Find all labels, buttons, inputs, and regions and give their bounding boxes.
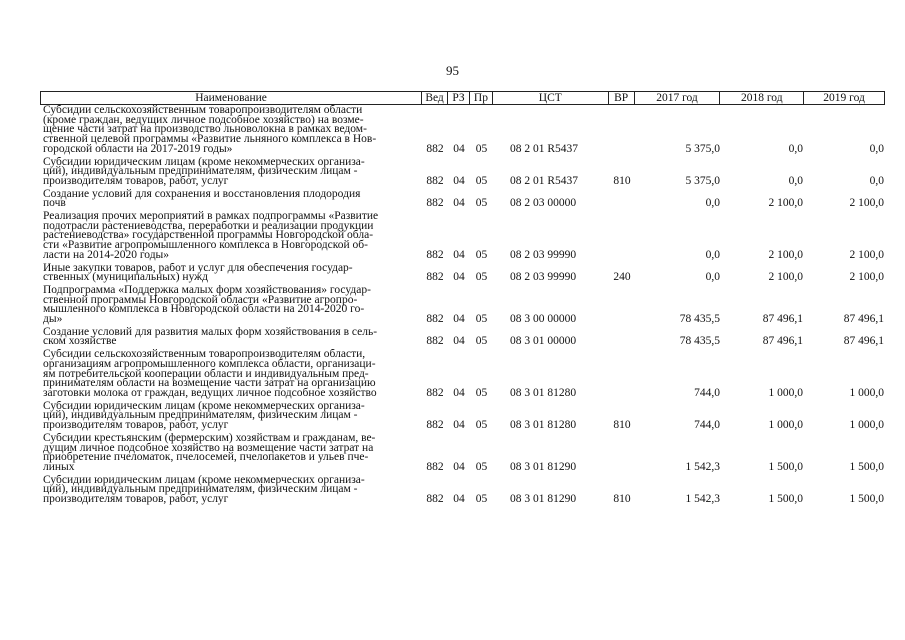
row-2019: 87 496,1 xyxy=(843,313,884,326)
row-ved: 882 xyxy=(426,335,444,348)
row-rz: 04 xyxy=(453,335,465,348)
row-2017: 744,0 xyxy=(694,419,720,432)
row-2019: 1 500,0 xyxy=(849,460,884,473)
row-2018: 1 000,0 xyxy=(768,419,803,432)
row-pr: 05 xyxy=(475,313,488,326)
row-2017: 0,0 xyxy=(705,248,720,261)
row-ved: 882 xyxy=(426,248,444,261)
row-ved: 882 xyxy=(426,174,444,187)
row-cst: 08 3 00 00000 xyxy=(510,313,577,326)
table-row xyxy=(40,327,885,347)
row-name: Реализация прочих мероприятий в рамках подпрограммы «Развитие подотрасли растениеводства, переработки и реализации продукции растениеводства» государственной программы Новгородской обла- сти «Развитие агропромышленного комплекса в Новгородской об- ласти на 2014-2020 годы» xyxy=(43,211,379,261)
header-name: Наименование xyxy=(41,92,422,104)
table-row xyxy=(40,349,885,399)
row-name: Субсидии юридическим лицам (кроме некоммерческих организа- ций), индивидуальным предпринимателям, физическим лицам - производителям товаров, работ, услуг xyxy=(43,474,365,505)
row-cst: 08 2 03 99990 xyxy=(510,271,577,284)
row-cst: 08 2 03 99990 xyxy=(510,248,577,261)
header-pr: Пр xyxy=(470,92,493,104)
row-cst: 08 3 01 00000 xyxy=(510,335,577,348)
row-pr: 05 xyxy=(475,419,488,432)
table-row xyxy=(40,475,885,505)
row-name: Субсидии юридическим лицам (кроме некоммерческих организа- ций), индивидуальным предпринимателям, физическим лицам - производителям товаров, работ, услуг xyxy=(43,400,365,431)
row-pr: 05 xyxy=(475,142,488,155)
row-2019: 87 496,1 xyxy=(843,335,884,348)
table-row xyxy=(40,211,885,261)
row-vr: 240 xyxy=(613,271,631,284)
row-rz: 04 xyxy=(453,248,465,261)
header-rz: РЗ xyxy=(448,92,470,104)
row-ved: 882 xyxy=(426,419,444,432)
row-rz: 04 xyxy=(453,313,465,326)
row-2017: 5 375,0 xyxy=(685,142,720,155)
row-cst: 08 3 01 81280 xyxy=(510,386,577,399)
row-name: Создание условий для развития малых форм хозяйствования в сель- ском хозяйстве xyxy=(43,326,378,348)
table-row xyxy=(40,263,885,283)
row-name: Создание условий для сохранения и восстановления плодородия почв xyxy=(43,188,361,210)
row-cst: 08 3 01 81280 xyxy=(510,419,577,432)
row-2018: 87 496,1 xyxy=(762,335,803,348)
row-rz: 04 xyxy=(453,460,465,473)
row-2018: 2 100,0 xyxy=(768,248,803,261)
row-2017: 78 435,5 xyxy=(679,335,720,348)
row-pr: 05 xyxy=(475,460,488,473)
row-2017: 0,0 xyxy=(705,197,720,210)
row-2018: 2 100,0 xyxy=(768,271,803,284)
row-2019: 1 000,0 xyxy=(849,386,884,399)
row-pr: 05 xyxy=(475,386,488,399)
table-row xyxy=(40,285,885,325)
row-rz: 04 xyxy=(453,419,465,432)
table-body xyxy=(40,105,885,505)
row-2019: 1 000,0 xyxy=(849,419,884,432)
row-2017: 1 542,3 xyxy=(685,493,720,506)
row-2018: 0,0 xyxy=(788,174,803,187)
row-name: Субсидии крестьянским (фермерским) хозяйствам и гражданам, ве- дущим личное подсобное хозяйство на возмещение части затрат на приобретение пчеломаток, пчелосемей, пчелопакетов и ульев пче- линых xyxy=(43,432,376,473)
header-vr: ВР xyxy=(609,92,635,104)
header-2017: 2017 год xyxy=(635,92,721,104)
row-ved: 882 xyxy=(426,313,444,326)
row-2018: 1 500,0 xyxy=(768,460,803,473)
row-2018: 0,0 xyxy=(788,142,803,155)
row-vr: 810 xyxy=(613,419,631,432)
row-ved: 882 xyxy=(426,142,444,155)
row-rz: 04 xyxy=(453,174,465,187)
row-2017: 0,0 xyxy=(705,271,720,284)
row-name: Субсидии сельскохозяйственным товаропроизводителям области, организациям агропромышленного комплекса области, организаци- ям потребительской кооперации области и индивидуальным пред- принимателям области на возмещение части затрат на организацию заготовки молока от граждан, ведущих личное подсобное хозяйство xyxy=(43,349,377,399)
row-pr: 05 xyxy=(475,197,488,210)
row-ved: 882 xyxy=(426,197,444,210)
row-cst: 08 2 01 R5437 xyxy=(510,174,579,187)
header-2019: 2019 год xyxy=(823,92,865,104)
row-2017: 78 435,5 xyxy=(679,313,720,326)
row-cst: 08 3 01 81290 xyxy=(510,460,577,473)
row-2019: 2 100,0 xyxy=(849,271,884,284)
row-2018: 2 100,0 xyxy=(768,197,803,210)
row-ved: 882 xyxy=(426,493,444,506)
row-rz: 04 xyxy=(453,197,465,210)
row-cst: 08 2 01 R5437 xyxy=(510,142,579,155)
row-2017: 744,0 xyxy=(694,386,720,399)
header-2018: 2018 год xyxy=(720,92,804,104)
table-row xyxy=(40,401,885,431)
table-row xyxy=(40,157,885,187)
row-name: Субсидии юридическим лицам (кроме некоммерческих организа- ций), индивидуальным предпринимателям, физическим лицам - производителям товаров, работ, услуг xyxy=(43,156,365,187)
row-2018: 1 500,0 xyxy=(768,493,803,506)
row-rz: 04 xyxy=(453,386,465,399)
row-rz: 04 xyxy=(453,271,465,284)
budget-table xyxy=(40,91,885,505)
row-pr: 05 xyxy=(475,493,488,506)
header-cst: ЦСТ xyxy=(493,92,609,104)
row-2019: 2 100,0 xyxy=(849,248,884,261)
page-number: 95 xyxy=(446,63,459,78)
row-2019: 0,0 xyxy=(869,142,884,155)
row-cst: 08 2 03 00000 xyxy=(510,197,577,210)
row-pr: 05 xyxy=(475,335,488,348)
row-name: Субсидии сельскохозяйственным товаропроизводителям области (кроме граждан, ведущих личное подсобное хозяйство) на возме- щение части затрат на производство льноволокна в рамках ведом- ственной целевой программы «Развитие льняного комплекса в Нов- городской области на 2017-2019 годы» xyxy=(43,105,377,155)
row-rz: 04 xyxy=(453,493,465,506)
row-pr: 05 xyxy=(475,174,488,187)
row-ved: 882 xyxy=(426,386,444,399)
header-ved: Вед xyxy=(422,92,448,104)
table-row xyxy=(40,433,885,473)
row-2018: 87 496,1 xyxy=(762,313,803,326)
row-ved: 882 xyxy=(426,460,444,473)
table-row xyxy=(40,105,885,155)
row-ved: 882 xyxy=(426,271,444,284)
row-name: Подпрограмма «Поддержка малых форм хозяйствования» государ- ственной программы Новгородской области «Развитие агропро- мышленного комплекса в Новгородской области на 2014-2020 го- ды» xyxy=(43,284,371,325)
row-name: Иные закупки товаров, работ и услуг для обеспечения государ- ственных (муниципальных) нужд xyxy=(43,262,353,283)
row-rz: 04 xyxy=(453,142,465,155)
row-vr: 810 xyxy=(613,174,631,187)
row-2019: 1 500,0 xyxy=(849,493,884,506)
table-row xyxy=(40,189,885,209)
row-2019: 0,0 xyxy=(869,174,884,187)
row-cst: 08 3 01 81290 xyxy=(510,493,577,506)
row-pr: 05 xyxy=(475,271,488,284)
table-header xyxy=(40,91,885,105)
row-pr: 05 xyxy=(475,248,488,261)
row-2018: 1 000,0 xyxy=(768,386,803,399)
row-2017: 1 542,3 xyxy=(685,460,720,473)
row-vr: 810 xyxy=(613,493,631,506)
row-2017: 5 375,0 xyxy=(685,174,720,187)
row-2019: 2 100,0 xyxy=(849,197,884,210)
